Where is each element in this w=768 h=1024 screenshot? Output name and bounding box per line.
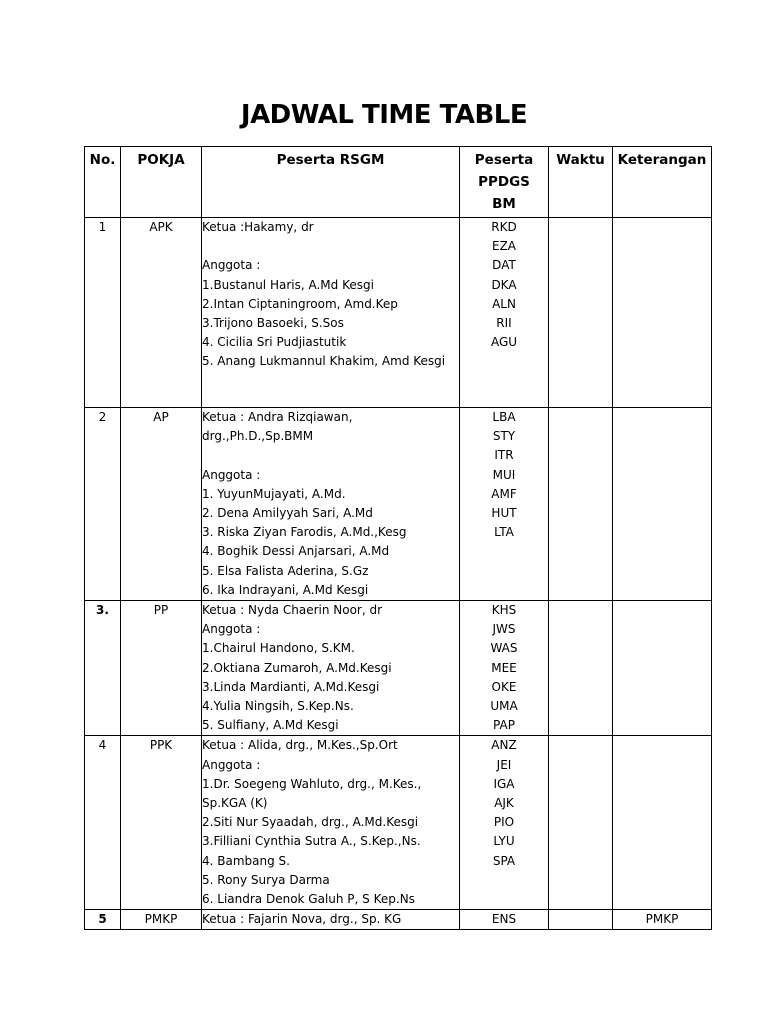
table-row (85, 736, 712, 910)
header-peserta-ppdgs (460, 147, 549, 218)
waktu-cell (549, 736, 613, 910)
ppdgs-code: DAT (492, 258, 516, 273)
pokja-cell: PPK (121, 736, 202, 910)
peserta-line: 1.Bustanul Haris, A.Md Kesgi (202, 277, 374, 292)
pokja-cell: APK (121, 218, 202, 408)
waktu-cell (549, 601, 613, 736)
peserta-line: Ketua : Fajarin Nova, drg., Sp. KG (202, 912, 402, 927)
ppdgs-code: LYU (493, 834, 515, 849)
peserta-rsgm-cell (202, 736, 460, 910)
waktu-cell (549, 218, 613, 408)
peserta-line: 5. Elsa Falista Aderina, S.Gz (202, 563, 369, 578)
keterangan-cell (613, 408, 712, 601)
row-number: 1 (85, 218, 121, 408)
table-row (85, 218, 712, 408)
peserta-line: Ketua : Nyda Chaerin Noor, dr (202, 603, 383, 618)
peserta-line: Anggota : (202, 622, 261, 637)
ppdgs-code: HUT (491, 506, 517, 521)
peserta-line: Anggota : (202, 757, 261, 772)
ppdgs-code: JEI (496, 757, 512, 772)
peserta-line: Anggota : (202, 258, 261, 273)
blank-line (202, 237, 459, 256)
ppdgs-code: WAS (490, 641, 518, 656)
header-no: No. (85, 147, 121, 218)
header-ppdgs-line: Peserta (474, 152, 534, 168)
ppdgs-code: ANZ (491, 738, 517, 753)
ppdgs-code: DKA (491, 277, 517, 292)
keterangan-cell (613, 601, 712, 736)
peserta-line: 5. Anang Lukmannul Khakim, Amd Kesgi (202, 354, 446, 369)
peserta-line: 4. Cicilia Sri Pudjiastutik (202, 335, 347, 350)
peserta-line: 3. Riska Ziyan Farodis, A.Md.,Kesg (202, 525, 407, 540)
ppdgs-code: UMA (490, 699, 518, 714)
peserta-line: 1.Dr. Soegeng Wahluto, drg., M.Kes., (202, 776, 422, 791)
blank-line (202, 446, 459, 465)
ppdgs-code: EZA (491, 239, 516, 254)
ppdgs-code: SPA (492, 853, 516, 868)
header-keterangan: Keterangan (613, 147, 712, 218)
keterangan-cell (613, 218, 712, 408)
ppdgs-code: MEE (491, 660, 517, 675)
peserta-ppdgs-cell (460, 910, 549, 930)
peserta-rsgm-cell (202, 601, 460, 736)
ppdgs-code: AMF (491, 486, 517, 501)
table-row (85, 601, 712, 736)
header-ppdgs-line: PPDGS (478, 174, 530, 190)
ppdgs-code: RKD (491, 220, 517, 234)
ppdgs-code: PIO (493, 815, 515, 830)
header-peserta-rsgm: Peserta RSGM (202, 147, 460, 218)
peserta-ppdgs-cell (460, 736, 549, 910)
peserta-ppdgs-cell (460, 218, 549, 408)
peserta-line: 1.Chairul Handono, S.KM. (202, 641, 355, 656)
ppdgs-code: IGA (493, 776, 515, 791)
pokja-cell: PMKP (121, 910, 202, 930)
ppdgs-code: AJK (494, 796, 514, 811)
peserta-line: 2. Dena Amilyyah Sari, A.Md (202, 506, 373, 520)
waktu-cell (549, 408, 613, 601)
ppdgs-code: AGU (490, 335, 518, 350)
peserta-line: Sp.KGA (K) (202, 796, 268, 811)
peserta-line: Ketua : Alida, drg., M.Kes.,Sp.Ort (202, 738, 398, 753)
ppdgs-code: STY (492, 429, 516, 444)
peserta-ppdgs-cell (460, 408, 549, 601)
ppdgs-code: RII (496, 316, 512, 331)
ppdgs-code: LTA (494, 525, 514, 540)
ppdgs-code: JWS (492, 622, 516, 637)
peserta-line: 5. Rony Surya Darma (202, 872, 330, 887)
ppdgs-code: KHS (491, 603, 517, 618)
header-pokja: POKJA (121, 147, 202, 218)
peserta-line: Ketua : Andra Rizqiawan, (202, 410, 353, 424)
peserta-line: 3.Filliani Cynthia Sutra A., S.Kep.,Ns. (202, 834, 421, 849)
table-header-row (85, 147, 712, 218)
peserta-line: drg.,Ph.D.,Sp.BMM (202, 429, 314, 444)
ppdgs-code: MUI (492, 467, 516, 482)
keterangan-cell: PMKP (613, 910, 712, 930)
document-title: JADWAL TIME TABLE (240, 100, 528, 130)
peserta-line: 6. Ika Indrayani, A.Md Kesgi (202, 582, 369, 597)
row-number: 3. (85, 601, 121, 736)
peserta-ppdgs-cell (460, 601, 549, 736)
ppdgs-code: OKE (491, 679, 517, 694)
ppdgs-code: ALN (492, 296, 516, 311)
peserta-line: 2.Siti Nur Syaadah, drg., A.Md.Kesgi (202, 815, 419, 830)
header-ppdgs-line: BM (492, 196, 516, 212)
header-waktu: Waktu (549, 147, 613, 218)
peserta-line: 3.Linda Mardianti, A.Md.Kesgi (202, 679, 380, 694)
peserta-line: 4. Bambang S. (202, 853, 290, 868)
peserta-line: Ketua :Hakamy, dr (202, 220, 314, 234)
keterangan-cell (613, 736, 712, 910)
peserta-line: 2.Intan Ciptaningroom, Amd.Kep (202, 296, 398, 311)
peserta-line: 2.Oktiana Zumaroh, A.Md.Kesgi (202, 660, 392, 675)
peserta-line: 1. YuyunMujayati, A.Md. (202, 486, 346, 501)
peserta-rsgm-cell (202, 408, 460, 601)
peserta-line: 5. Sulfiany, A.Md Kesgi (202, 718, 339, 733)
table-row (85, 910, 712, 930)
pokja-cell: PP (121, 601, 202, 736)
time-table (84, 146, 712, 930)
row-number: 4 (85, 736, 121, 910)
ppdgs-code: PAP (493, 718, 515, 733)
peserta-rsgm-cell (202, 218, 460, 408)
peserta-line: Anggota : (202, 467, 261, 482)
ppdgs-code: LBA (492, 410, 516, 424)
peserta-rsgm-cell (202, 910, 460, 930)
row-number: 2 (85, 408, 121, 601)
waktu-cell (549, 910, 613, 930)
table-row (85, 408, 712, 601)
row-number: 5 (85, 910, 121, 930)
peserta-line: 6. Liandra Denok Galuh P, S Kep.Ns (202, 892, 415, 907)
peserta-line: 4. Boghik Dessi Anjarsari, A.Md (202, 544, 390, 559)
ppdgs-code: ITR (494, 448, 514, 463)
peserta-line: 4.Yulia Ningsih, S.Kep.Ns. (202, 699, 354, 714)
peserta-line: 3.Trijono Basoeki, S.Sos (202, 316, 344, 330)
pokja-cell: AP (121, 408, 202, 601)
ppdgs-code: ENS (491, 912, 517, 927)
